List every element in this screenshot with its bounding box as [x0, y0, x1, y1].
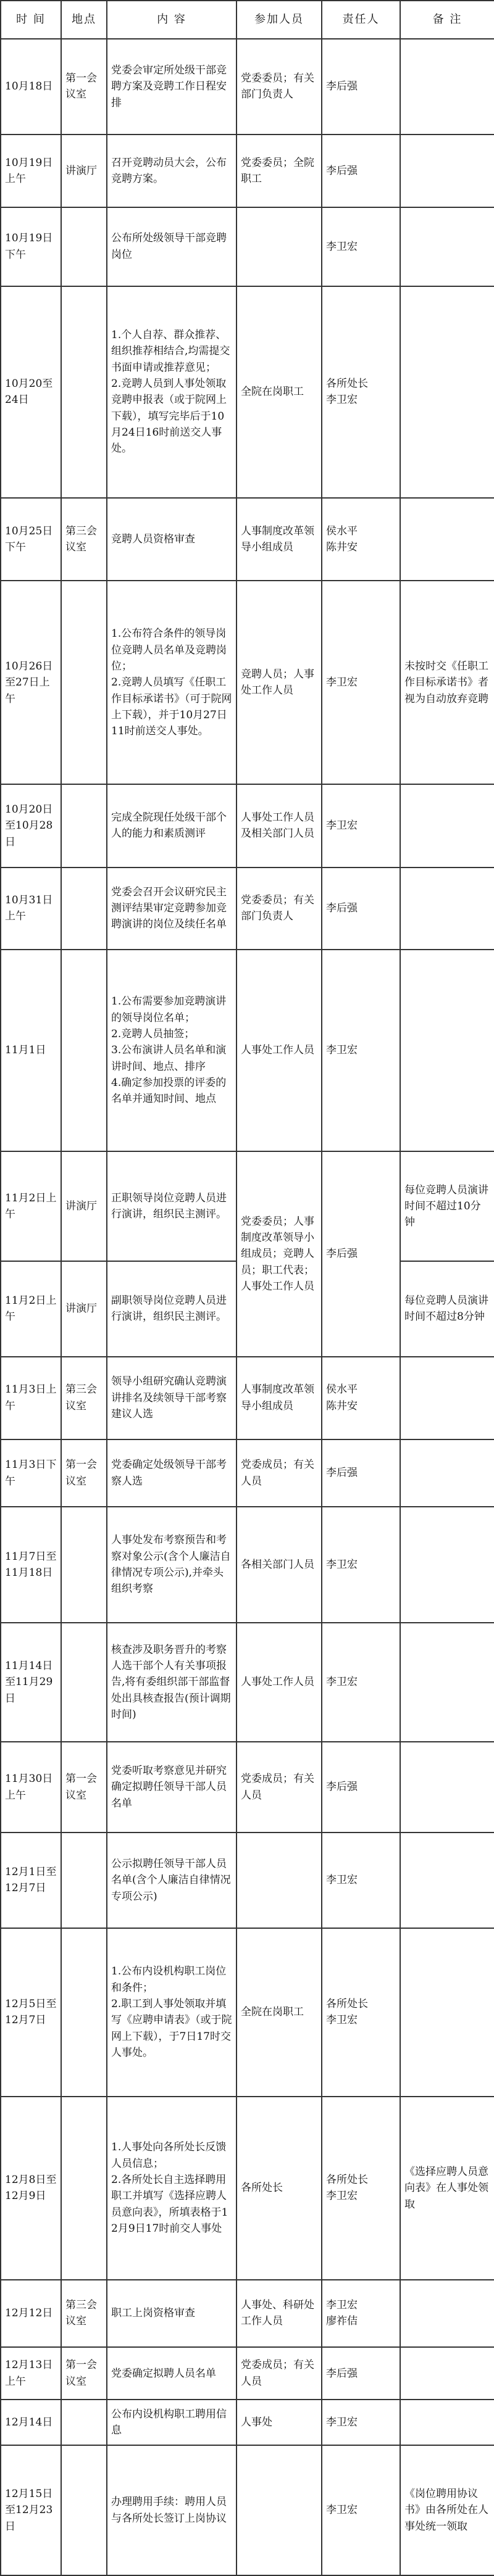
- cell-owner: 李卫宏: [322, 1623, 400, 1742]
- cell-content: 竞聘人员资格审查: [107, 498, 237, 581]
- cell-owner: 各所处长 李卫宏: [322, 2097, 400, 2280]
- cell-owner: 李后强: [322, 1151, 400, 1356]
- cell-place: [61, 1507, 107, 1623]
- cell-time: 12月14日: [1, 2400, 61, 2445]
- cell-owner: 李卫宏 廖祚佶: [322, 2280, 400, 2347]
- cell-participants: 党委成员；有关人员: [237, 1742, 322, 1833]
- table-row: [1, 2445, 494, 2575]
- cell-place: [61, 1833, 107, 1928]
- cell-note: 《岗位聘用协议书》由各所处在人事处统一领取: [400, 2445, 494, 2575]
- cell-place: [61, 784, 107, 867]
- cell-content: 领导小组研究确认竞聘演讲排名及续领导干部考察建议人选: [107, 1357, 237, 1439]
- table-row: [1, 1507, 494, 1623]
- cell-participants: 人事处、科研处工作人员: [237, 2280, 322, 2347]
- cell-time: 10月20至24日: [1, 286, 61, 499]
- cell-time: 12月13日上午: [1, 2347, 61, 2400]
- cell-participants: 人事处工作人员: [237, 1623, 322, 1742]
- cell-owner: 李后强: [322, 1439, 400, 1507]
- header-note: 备 注: [400, 1, 494, 39]
- cell-content: 办理聘用手续：聘用人员与各所处长签订上岗协议: [107, 2445, 237, 2575]
- header-place: 地点: [61, 1, 107, 39]
- cell-place: 讲演厅: [61, 1261, 107, 1357]
- cell-content: 副职领导岗位竞聘人员进行演讲，组织民主测评。: [107, 1261, 237, 1357]
- cell-place: 第一会议室: [61, 39, 107, 135]
- table-row: [1, 286, 494, 499]
- cell-time: 12月8日至12月9日: [1, 2097, 61, 2280]
- cell-time: 10月19日下午: [1, 207, 61, 286]
- cell-time: 11月7日至11月18日: [1, 1507, 61, 1623]
- cell-participants: [237, 207, 322, 286]
- cell-note: [400, 39, 494, 135]
- cell-content: 1.公布需要参加竞聘演讲的领导岗位名单； 2.竞聘人员抽签； 3.公布演讲人员名单和演讲时间、地点、排序 4.确定参加投票的评委的名单并通知时间、地点: [107, 950, 237, 1152]
- table-row: [1, 207, 494, 286]
- cell-place: [61, 207, 107, 286]
- cell-owner: 李卫宏: [322, 950, 400, 1152]
- cell-participants: 各所处长: [237, 2097, 322, 2280]
- table-row: [1, 2400, 494, 2445]
- cell-participants: 党委委员；有关部门负责人: [237, 39, 322, 135]
- cell-place: [61, 286, 107, 499]
- cell-time: 12月5日至12月7日: [1, 1928, 61, 2097]
- table-row: [1, 1357, 494, 1439]
- cell-time: 12月15日至12月23日: [1, 2445, 61, 2575]
- cell-place: 第一会议室: [61, 2347, 107, 2400]
- header-time: 时 间: [1, 1, 61, 39]
- table-row: [1, 2097, 494, 2280]
- header-owner: 责任人: [322, 1, 400, 39]
- cell-owner: 侯水平 陈井安: [322, 498, 400, 581]
- cell-time: 10月25日下午: [1, 498, 61, 581]
- table-row: [1, 39, 494, 135]
- table-row: [1, 784, 494, 867]
- cell-content: 党委听取考察意见并研究确定拟聘任领导干部人员名单: [107, 1742, 237, 1833]
- cell-owner: 李后强: [322, 868, 400, 950]
- cell-note: 《选择应聘人员意向表》在人事处领取: [400, 2097, 494, 2280]
- cell-time: 11月2日上午: [1, 1151, 61, 1261]
- cell-owner: 李卫宏: [322, 784, 400, 867]
- cell-note: [400, 1357, 494, 1439]
- cell-content: 1.公布符合条件的领导岗位竞聘人员名单及竞聘岗位； 2.竞聘人员填写《任职工作目标承诺书》（可于院网上下载），并于10月27日11时前送交人事处。: [107, 581, 237, 784]
- cell-note: [400, 286, 494, 499]
- cell-owner: 李卫宏: [322, 2400, 400, 2445]
- table-row: [1, 1928, 494, 2097]
- cell-note: [400, 1742, 494, 1833]
- table-row: [1, 2280, 494, 2347]
- cell-place: [61, 2400, 107, 2445]
- header-participants: 参加人员: [237, 1, 322, 39]
- table-row: [1, 1742, 494, 1833]
- cell-note: [400, 784, 494, 867]
- table-row: [1, 1439, 494, 1507]
- cell-participants: [237, 2445, 322, 2575]
- cell-place: [61, 2097, 107, 2280]
- header-row: [1, 1, 494, 39]
- cell-participants: 人事处: [237, 2400, 322, 2445]
- cell-participants: 党委委员；有关部门负责人: [237, 868, 322, 950]
- cell-content: 召开竞聘动员大会，公布竞聘方案。: [107, 135, 237, 207]
- cell-place: [61, 950, 107, 1152]
- table-row: [1, 868, 494, 950]
- cell-content: 正职领导岗位竞聘人员进行演讲，组织民主测评。: [107, 1151, 237, 1261]
- cell-place: [61, 1928, 107, 2097]
- cell-participants: 党委成员；有关人员: [237, 2347, 322, 2400]
- cell-owner: 李卫宏: [322, 207, 400, 286]
- cell-note: [400, 950, 494, 1152]
- cell-owner: 李卫宏: [322, 2445, 400, 2575]
- cell-participants: 全院在岗职工: [237, 1928, 322, 2097]
- cell-content: 核查涉及职务晋升的考察人选干部个人有关事项报告,将有委组织部干部监督处出具核查报告(预计调期时间): [107, 1623, 237, 1742]
- cell-participants: 人事制度改革领导小组成员: [237, 498, 322, 581]
- cell-place: 第三会议室: [61, 498, 107, 581]
- table-row: [1, 950, 494, 1152]
- cell-content: 党委会召开会议研究民主测评结果审定竞聘参加竞聘演讲的岗位及续任名单: [107, 868, 237, 950]
- cell-owner: 李卫宏: [322, 1833, 400, 1928]
- table-row: [1, 1151, 494, 1261]
- cell-note: [400, 1928, 494, 2097]
- cell-note: [400, 207, 494, 286]
- cell-participants: 人事制度改革领导小组成员: [237, 1357, 322, 1439]
- cell-participants: 竞聘人员；人事处工作人员: [237, 581, 322, 784]
- cell-place: 第三会议室: [61, 1357, 107, 1439]
- cell-content: 1.人事处向各所处长反馈人员信息； 2.各所处长自主选择聘用职工并填写《选择应聘人员意向表》，所填表格于12月9日17时前交人事处: [107, 2097, 237, 2280]
- cell-time: 11月3日下午: [1, 1439, 61, 1507]
- cell-content: 党委会审定所处级干部竞聘方案及竞聘工作日程安排: [107, 39, 237, 135]
- cell-place: 第一会议室: [61, 1742, 107, 1833]
- cell-time: 10月20日至10月28日: [1, 784, 61, 867]
- cell-owner: 李后强: [322, 1742, 400, 1833]
- cell-participants: [237, 1833, 322, 1928]
- cell-participants: 党委委员；全院职工: [237, 135, 322, 207]
- cell-time: 12月12日: [1, 2280, 61, 2347]
- cell-note: [400, 868, 494, 950]
- cell-content: 公布所处级领导干部竞聘岗位: [107, 207, 237, 286]
- cell-note: [400, 1833, 494, 1928]
- header-content: 内 容: [107, 1, 237, 39]
- cell-note: [400, 135, 494, 207]
- cell-content: 公示拟聘任领导干部人员名单(含个人廉洁自律情况专项公示): [107, 1833, 237, 1928]
- cell-time: 10月26日至27日上午: [1, 581, 61, 784]
- cell-content: 完成全院现任处级干部个人的能力和素质测评: [107, 784, 237, 867]
- table-row: [1, 1833, 494, 1928]
- cell-note: [400, 1623, 494, 1742]
- cell-participants: 党委成员；有关人员: [237, 1439, 322, 1507]
- cell-place: 讲演厅: [61, 135, 107, 207]
- cell-time: 10月31日上午: [1, 868, 61, 950]
- cell-note: [400, 2347, 494, 2400]
- table-row: [1, 1623, 494, 1742]
- cell-place: [61, 1623, 107, 1742]
- cell-content: 1.个人自荐、群众推荐、组织推荐相结合,均需提交书面申请或推荐意见； 2.竞聘人员到人事处领取竞聘申报表（或于院网上下载），填写完毕后于10月24日16时前送交人事处。: [107, 286, 237, 499]
- cell-owner: 各所处长 李卫宏: [322, 286, 400, 499]
- cell-owner: 各所处长 李卫宏: [322, 1928, 400, 2097]
- cell-participants: 人事处工作人员: [237, 950, 322, 1152]
- cell-place: [61, 581, 107, 784]
- table-row: [1, 2347, 494, 2400]
- cell-content: 公布内设机构职工聘用信息: [107, 2400, 237, 2445]
- cell-place: [61, 2445, 107, 2575]
- cell-note: 每位竞聘人员演讲时间不超过8分钟: [400, 1261, 494, 1357]
- cell-content: 人事处发布考察预告和考察对象公示(含个人廉洁自律情况专项公示),并牵头组织考察: [107, 1507, 237, 1623]
- cell-time: 11月30日上午: [1, 1742, 61, 1833]
- cell-note: 未按时交《任职工作目标承诺书》者视为自动放弃竞聘: [400, 581, 494, 784]
- cell-time: 11月14日至11月29日: [1, 1623, 61, 1742]
- cell-note: 每位竞聘人员演讲时间不超过10分钟: [400, 1151, 494, 1261]
- cell-participants: 人事处工作人员及相关部门人员: [237, 784, 322, 867]
- table-row: [1, 498, 494, 581]
- cell-place: 讲演厅: [61, 1151, 107, 1261]
- cell-participants: 全院在岗职工: [237, 286, 322, 499]
- cell-content: 党委确定拟聘人员名单: [107, 2347, 237, 2400]
- cell-content: 党委确定处级领导干部考察人选: [107, 1439, 237, 1507]
- cell-place: 第一会议室: [61, 1439, 107, 1507]
- cell-time: 11月2日上午: [1, 1261, 61, 1357]
- cell-place: [61, 868, 107, 950]
- cell-participants: 党委委员；人事制度改革领导小组成员；竞聘人员；职工代表；人事处工作人员: [237, 1151, 322, 1356]
- cell-owner: 李卫宏: [322, 1507, 400, 1623]
- cell-time: 12月1日至12月7日: [1, 1833, 61, 1928]
- cell-place: 第三会议室: [61, 2280, 107, 2347]
- table-row: [1, 135, 494, 207]
- cell-time: 11月3日上午: [1, 1357, 61, 1439]
- table-row: [1, 581, 494, 784]
- cell-owner: 李卫宏: [322, 581, 400, 784]
- cell-owner: 李后强: [322, 39, 400, 135]
- cell-time: 11月1日: [1, 950, 61, 1152]
- cell-note: [400, 498, 494, 581]
- cell-note: [400, 2400, 494, 2445]
- cell-owner: 李后强: [322, 135, 400, 207]
- cell-note: [400, 1439, 494, 1507]
- cell-time: 10月18日: [1, 39, 61, 135]
- cell-time: 10月19日上午: [1, 135, 61, 207]
- cell-participants: 各相关部门人员: [237, 1507, 322, 1623]
- cell-owner: 侯水平 陈井安: [322, 1357, 400, 1439]
- cell-owner: 李后强: [322, 2347, 400, 2400]
- cell-content: 职工上岗资格审查: [107, 2280, 237, 2347]
- cell-content: 1.公布内设机构职工岗位和条件； 2.职工到人事处领取并填写《应聘申请表》（或于院网上下载），于7日17时交人事处。: [107, 1928, 237, 2097]
- cell-note: [400, 2280, 494, 2347]
- cell-note: [400, 1507, 494, 1623]
